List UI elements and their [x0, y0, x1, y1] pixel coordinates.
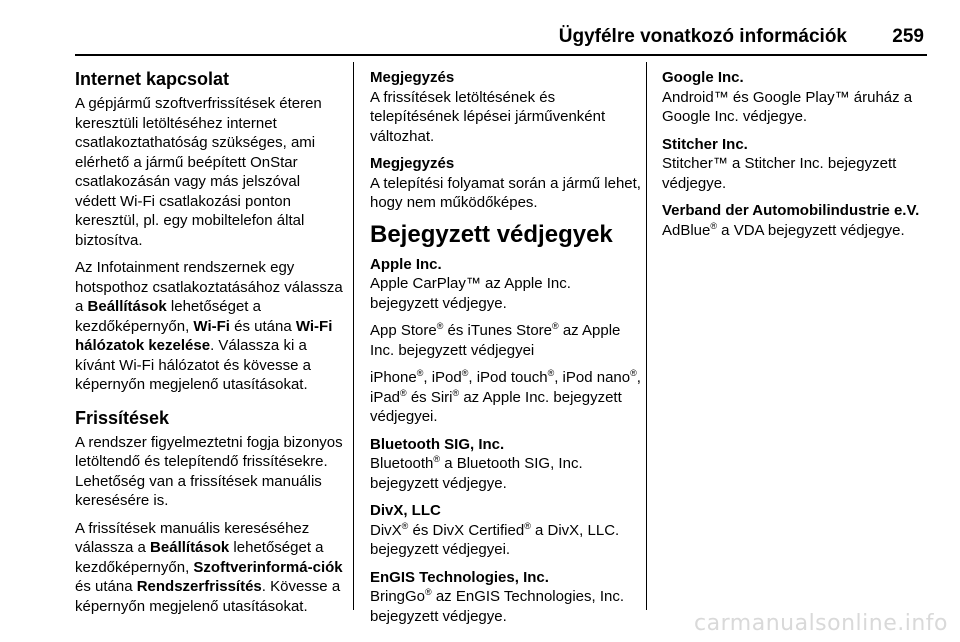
text-run: AdBlue: [662, 221, 711, 239]
menu-term-settings: Beállítások: [87, 298, 167, 315]
vda-text: [662, 221, 930, 241]
apple-paragraph-3: [370, 368, 642, 427]
stitcher-text: Stitcher™ a Stitcher Inc. bejegyzett védjegye.: [662, 155, 897, 192]
menu-term-settings: Beállítások: [150, 539, 230, 556]
engis-text: [370, 587, 642, 626]
registered-mark: ®: [416, 368, 424, 378]
apple-paragraph-1: Apple CarPlay™ az Apple Inc. bejegyzett védjegye.: [370, 275, 571, 312]
note-2-title: Megjegyzés: [370, 155, 455, 172]
text-run: A frissítések manuális kereséséhez válassza a: [75, 519, 310, 556]
page-title: Ügyfélre vonatkozó információk: [558, 26, 847, 47]
registered-mark: ®: [401, 520, 409, 531]
text-run: Bluetooth: [370, 455, 434, 472]
page-number: 259: [892, 26, 924, 47]
divx-title: DivX, LLC: [370, 502, 441, 519]
google-title: Google Inc.: [662, 69, 744, 86]
note-1-text: A frissítések letöltésének és telepítésének lépései járművenként változhat.: [370, 88, 606, 145]
registered-mark: ®: [461, 368, 469, 378]
text-run: , iPad: [370, 369, 641, 406]
watermark: carmanualsonline.info: [694, 611, 948, 636]
apple-paragraph-2: [370, 321, 642, 360]
updates-paragraph-1: A rendszer figyelmeztetni fogja bizonyos letöltendő és telepítendő frissítésekre. Lehetőség van a frissítések manuális keresésére is.: [75, 433, 343, 509]
registered-mark: ®: [524, 520, 531, 531]
text-run: . Kövesse a képernyőn megjelenő utasításokat.: [75, 578, 341, 615]
registered-mark: ®: [547, 368, 555, 378]
column-3: [662, 68, 930, 248]
column-1: [75, 68, 343, 624]
text-run: lehetőséget a kezdőképernyőn,: [75, 539, 324, 576]
registered-mark: ®: [452, 387, 460, 398]
note-2-text: A telepítési folyamat során a jármű lehet, hogy nem működőképes.: [370, 174, 641, 211]
internet-paragraph-2: [75, 258, 343, 395]
text-run: a VDA bejegyzett védjegye.: [717, 221, 905, 239]
text-run: lehetőséget a kezdőképernyőn,: [75, 298, 261, 335]
text-run: az Apple Inc. bejegyzett védjegyei.: [370, 388, 622, 425]
menu-term-wifi-networks: Wi-Fi hálózatok kezelése: [75, 317, 333, 354]
internet-paragraph-1: A gépjármű szoftverfrissítések éteren keresztüli letöltéséhez internet csatlakoztathatóság szükséges, ami elérhető a jármű beépített OnStar csatlakozásán vagy más jelszóval védett Wi-Fi csatlakozási ponton keresztül, pl. egy mobiltelefon által biztosítva.: [75, 95, 322, 249]
registered-mark: ®: [400, 387, 407, 398]
text-run: az EnGIS Technologies, Inc. bejegyzett védjegye.: [370, 588, 625, 625]
registered-mark: ®: [433, 454, 441, 464]
apple-title: Apple Inc.: [370, 255, 442, 273]
text-run: és utána: [75, 578, 137, 595]
text-run: és iTunes Store: [443, 322, 553, 339]
text-run: és utána: [229, 317, 296, 335]
text-run: az Apple Inc. bejegyzett védjegyei: [370, 322, 621, 359]
text-run: App Store: [370, 322, 437, 339]
vda-title: Verband der Automobilindustrie e.V.: [662, 202, 920, 219]
text-run: és DivX Certified: [408, 521, 525, 539]
text-run: a DivX, LLC. bejegyzett védjegyei.: [370, 521, 620, 558]
page-header: [75, 24, 927, 54]
text-run: , iPod nano: [554, 369, 631, 386]
text-run: BringGo: [370, 588, 426, 605]
engis-title: EnGIS Technologies, Inc.: [370, 568, 549, 586]
registered-mark: ®: [552, 321, 559, 331]
google-text: Android™ és Google Play™ áruház a Google Inc. védjegye.: [662, 88, 913, 125]
registered-mark: ®: [630, 368, 637, 378]
text-run: és Siri: [406, 388, 453, 406]
text-run: , iPod: [423, 369, 462, 386]
registered-mark: ®: [425, 587, 432, 597]
bluetooth-title: Bluetooth SIG, Inc.: [370, 435, 505, 453]
text-run: . Válassza ki a kívánt Wi-Fi hálózatot és kövesse a képernyőn megjelenő utasításokat.: [75, 337, 311, 393]
column-divider-2: [646, 62, 647, 610]
menu-term-system-update: Rendszerfrissítés: [136, 578, 262, 595]
updates-section-title: Frissítések: [75, 407, 170, 428]
menu-term-software-info: Szoftverinformá-ciók: [193, 558, 343, 576]
note-1-title: Megjegyzés: [370, 69, 455, 86]
menu-term-wifi: Wi-Fi: [193, 317, 230, 335]
divx-text: [370, 521, 642, 560]
text-run: , iPod touch: [468, 369, 548, 386]
trademarks-title: Bejegyzett védjegyek: [370, 220, 613, 248]
registered-mark: ®: [710, 220, 718, 231]
stitcher-title: Stitcher Inc.: [662, 135, 748, 153]
text-run: iPhone: [370, 369, 417, 386]
text-run: DivX: [370, 521, 402, 539]
column-divider-1: [353, 62, 354, 610]
text-run: Az Infotainment rendszernek egy hotspothoz csatlakoztatásához válassza a: [75, 259, 343, 315]
header-rule: [75, 54, 927, 56]
bluetooth-text: [370, 454, 642, 493]
registered-mark: ®: [436, 321, 444, 331]
text-run: a Bluetooth SIG, Inc. bejegyzett védjegye.: [370, 455, 583, 492]
internet-section-title: Internet kapcsolat: [75, 69, 230, 89]
updates-paragraph-2: [75, 519, 343, 617]
column-2: [370, 68, 642, 634]
